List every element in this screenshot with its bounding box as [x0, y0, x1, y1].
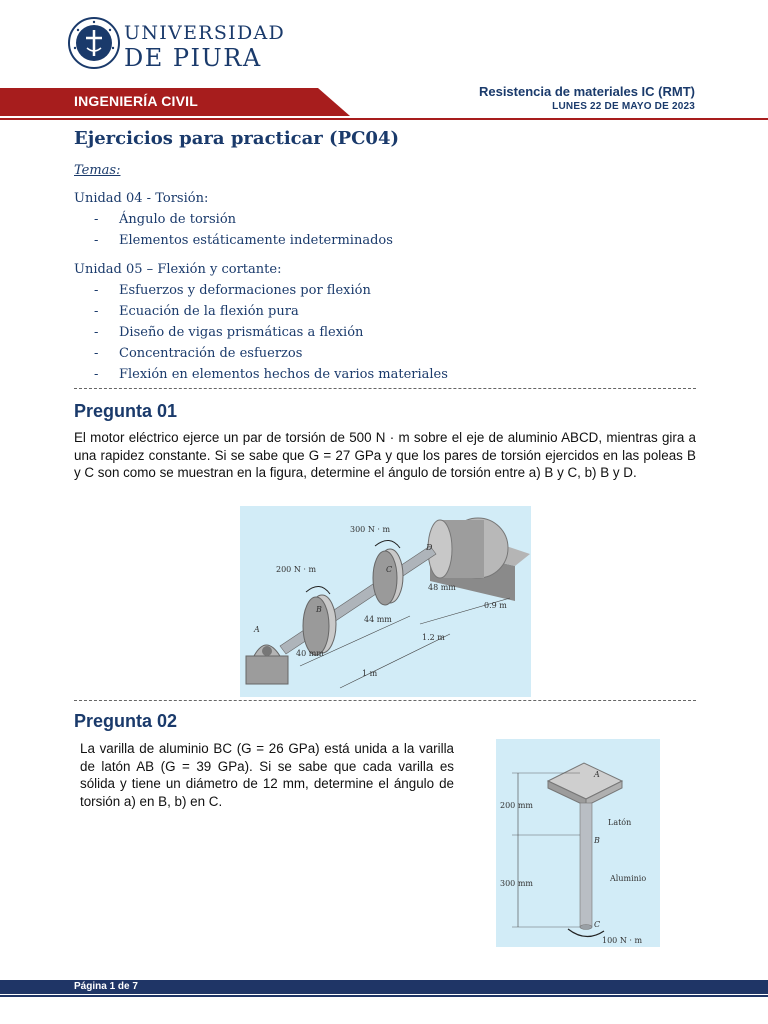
unit-04-title: Unidad 04 - Torsión:: [74, 191, 209, 206]
list-item-label: Ecuación de la flexión pura: [119, 304, 299, 319]
list-item-label: Ángulo de torsión: [119, 212, 237, 227]
torque-200-label: 200 N · m: [276, 565, 317, 574]
length-1-label: 1 m: [362, 669, 378, 678]
list-item: [94, 346, 302, 361]
list-item: [94, 304, 299, 319]
question-01-title: Pregunta 01: [74, 401, 178, 421]
question-01-text: El motor eléctrico ejerce un par de torsión de 500 N · m sobre el eje de aluminio ABCD, mientras gira a una rapidez constante. Si se sabe que G = 27 GPa y que los pares de torsión ejercidos en las poleas B y C son como se muestran en la figura, determine el ángulo de torsión entre a) B y C, b) B y D.: [74, 430, 696, 480]
course-date: LUNES 22 DE MAYO DE 2023: [552, 101, 695, 112]
point-c-label: C: [386, 565, 393, 574]
topics-label: Temas:: [74, 163, 121, 178]
bullet-dash: -: [94, 346, 99, 361]
list-item-label: Flexión en elementos hechos de varios materiales: [119, 367, 448, 382]
question-02-title: Pregunta 02: [74, 711, 178, 731]
question-02-text: La varilla de aluminio BC (G = 26 GPa) está unida a la varilla de latón AB (G = 39 GPa). Si se sabe que cada varilla es sólida y tiene un diámetro de 12 mm, determine el ángulo de torsión a) en B, b) en C.: [80, 741, 454, 809]
point-b-label: B: [316, 605, 322, 614]
section-divider: [74, 700, 696, 701]
motor-shaft-figure: [240, 506, 531, 697]
bullet-dash: -: [94, 367, 99, 382]
header-divider: [0, 118, 768, 120]
bullet-dash: -: [94, 325, 99, 340]
university-name-line1: UNIVERSIDAD: [124, 22, 286, 44]
list-item: [94, 325, 363, 340]
faculty-label: INGENIERÍA CIVIL: [74, 93, 199, 109]
unit-05-title: Unidad 05 – Flexión y cortante:: [74, 262, 282, 277]
rod-figure: [496, 739, 660, 947]
university-name-line2: DE PIURA: [124, 44, 262, 72]
list-item: [94, 233, 393, 248]
diameter-40-label: 40 mm: [296, 649, 324, 658]
footer-line: [0, 995, 768, 997]
point-a-label: A: [254, 625, 260, 634]
aluminio-label: Aluminio: [610, 874, 647, 883]
course-info: [479, 84, 695, 112]
length-200-label: 200 mm: [500, 801, 533, 810]
bullet-dash: -: [94, 304, 99, 319]
list-item-label: Esfuerzos y deformaciones por flexión: [119, 283, 371, 298]
page-number: Página 1 de 7: [74, 981, 138, 992]
length-300-label: 300 mm: [500, 879, 533, 888]
point-d-label: D: [426, 543, 433, 552]
course-title: Resistencia de materiales IC (RMT): [478, 84, 695, 99]
section-divider: [74, 388, 696, 389]
length-12-label: 1.2 m: [422, 633, 445, 642]
bullet-dash: -: [94, 233, 99, 248]
diameter-44-label: 44 mm: [364, 615, 392, 624]
list-item: [94, 212, 236, 227]
document-title: Ejercicios para practicar (PC04): [74, 128, 399, 149]
list-item-label: Concentración de esfuerzos: [119, 346, 303, 361]
diameter-48-label: 48 mm: [428, 583, 456, 592]
list-item: [94, 367, 448, 382]
torque-100-label: 100 N · m: [602, 936, 643, 945]
bullet-dash: -: [94, 212, 99, 227]
list-item-label: Diseño de vigas prismáticas a flexión: [119, 325, 364, 340]
length-09-label: 0.9 m: [484, 601, 507, 610]
university-name: [124, 24, 285, 70]
list-item: [94, 283, 371, 298]
torque-300-label: 300 N · m: [350, 525, 391, 534]
point-c-label: C: [594, 920, 601, 929]
bullet-dash: -: [94, 283, 99, 298]
point-a-label: A: [594, 770, 600, 779]
list-item-label: Elementos estáticamente indeterminados: [119, 233, 393, 248]
laton-label: Latón: [608, 818, 632, 827]
university-seal-logo: [68, 14, 120, 76]
point-b-label: B: [594, 836, 600, 845]
